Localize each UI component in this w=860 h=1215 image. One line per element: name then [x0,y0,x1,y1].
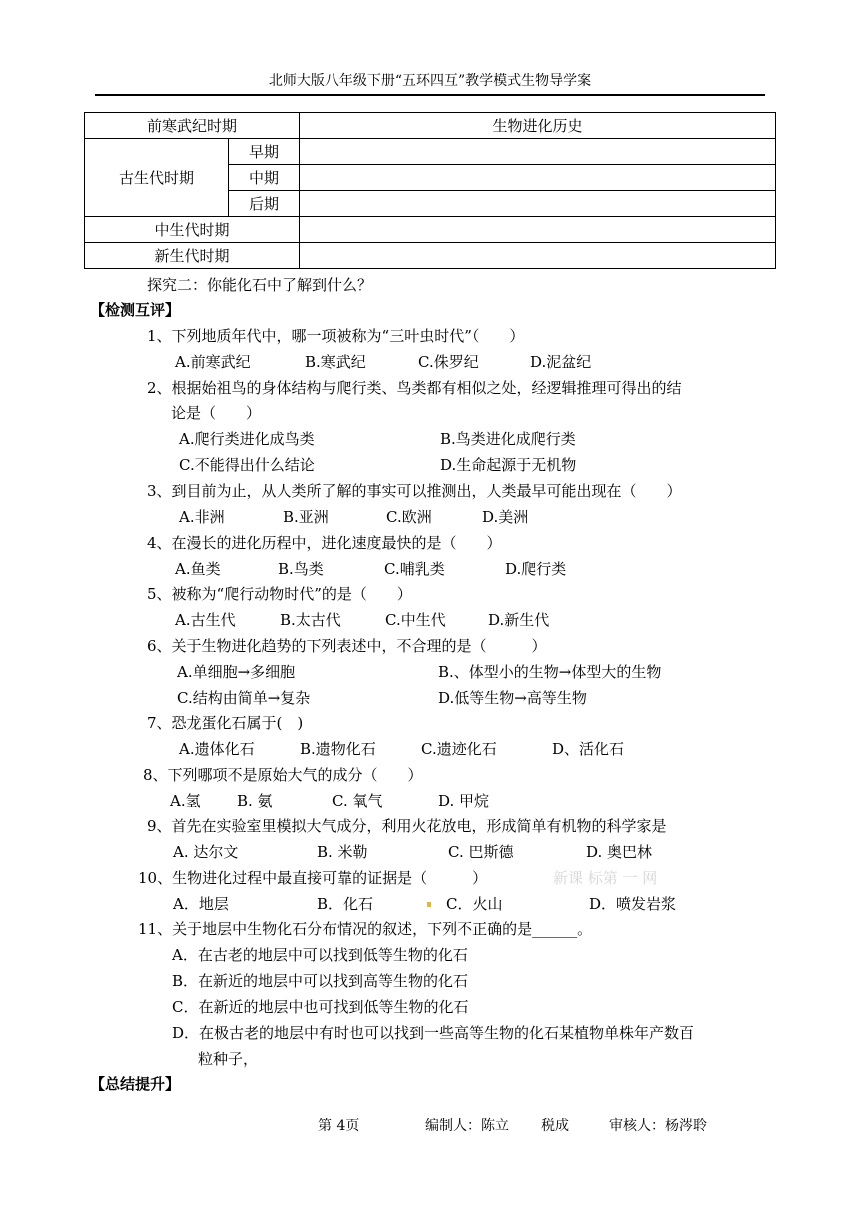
cell-precambrian: 前寒武纪时期 [85,113,300,139]
option: B.鸟类进化成爬行类 [440,430,576,448]
option: B. 氨 [237,792,273,810]
option: C.不能得出什么结论 [179,456,315,474]
option: C．在新近的地层中也可找到低等生物的化石 [172,998,469,1016]
cell-cenozoic: 新生代时期 [85,243,300,269]
geologic-period-table [84,112,776,269]
option: D.爬行类 [505,560,567,578]
cell-middle: 中期 [229,165,300,191]
question-6: 6、关于生物进化趋势的下列表述中，不合理的是（ ） [147,637,547,655]
option: D.低等生物→高等生物 [438,689,587,707]
option: A.遗体化石 [179,740,255,758]
option: D.生命起源于无机物 [440,456,577,474]
page-header: 北师大版八年级下册“五环四互”教学模式生物导学案 [95,70,765,96]
option: B．在新近的地层中可以找到高等生物的化石 [172,972,469,990]
cell-late: 后期 [229,191,300,217]
footer-page: 第 4页 [318,1118,360,1134]
footer-reviewer: 审核人：杨涔聆 [609,1118,707,1134]
option: B.、体型小的生物→体型大的生物 [438,663,662,681]
option: C. 巴斯德 [448,843,514,861]
cell-empty [300,139,776,165]
option: C.侏罗纪 [418,353,479,371]
watermark-dot [427,902,431,907]
section-summary-heading: 【总结提升】 [90,1075,181,1093]
option: A．在古老的地层中可以找到低等生物的化石 [172,946,468,964]
option: A.爬行类进化成鸟类 [179,430,315,448]
question-5: 5、被称为“爬行动物时代”的是（ ） [147,585,412,603]
cell-mesozoic: 中生代时期 [85,217,300,243]
question-11: 11、关于地层中生物化石分布情况的叙述，下列不正确的是______。 [138,920,593,938]
question-9: 9、首先在实验室里模拟大气成分，利用火花放电，形成简单有机物的科学家是 [147,817,667,835]
option: C.哺乳类 [384,560,445,578]
footer-editor: 编制人：陈立 [425,1118,509,1134]
question-3: 3、到目前为止，从人类所了解的事实可以推测出，人类最早可能出现在（ ） [147,482,682,500]
option: D. 奥巴林 [586,843,653,861]
option: A. 达尔文 [173,843,239,861]
option: B.遗物化石 [300,740,376,758]
option: D.泥盆纪 [530,353,592,371]
option: B.鸟类 [278,560,324,578]
option: B. 米勒 [317,843,368,861]
option: D．喷发岩浆 [589,895,677,913]
cell-paleozoic: 古生代时期 [85,139,229,217]
option: A.非洲 [179,508,225,526]
option: C. 氧气 [332,792,383,810]
question-1: 1、下列地质年代中，哪一项被称为“三叶虫时代”（ ） [147,327,525,345]
option: D.新生代 [488,611,550,629]
question-2-cont: 论是（ ） [171,404,262,422]
option: A．地层 [173,895,229,913]
section-test-heading: 【检测互评】 [90,301,181,319]
option: B.亚洲 [283,508,329,526]
cell-early: 早期 [229,139,300,165]
option: C.中生代 [385,611,446,629]
option: B．化石 [317,895,374,913]
question-8: 8、下列哪项不是原始大气的成分（ ） [143,766,423,784]
option: A.古生代 [175,611,236,629]
option: C.欧洲 [386,508,432,526]
option: D. 甲烷 [438,792,490,810]
option: A.鱼类 [175,560,221,578]
option-cont: 粒种子， [198,1050,259,1068]
question-2: 2、根据始祖鸟的身体结构与爬行类、鸟类都有相似之处，经逻辑推理可得出的结 [147,379,682,397]
watermark-text: 新课 标第 一 网 [553,869,658,887]
cell-empty [300,243,776,269]
cell-empty [300,165,776,191]
option: C.结构由简单→复杂 [177,689,311,707]
option: C．火山 [446,895,503,913]
option: D．在极古老的地层中有时也可以找到一些高等生物的化石某植物单株年产数百 [172,1024,695,1042]
option: B.寒武纪 [305,353,366,371]
explore-two: 探究二：你能化石中了解到什么？ [147,276,373,294]
cell-empty [300,191,776,217]
option: A.前寒武纪 [175,353,251,371]
option: A.单细胞→多细胞 [177,663,296,681]
option: D.美洲 [482,508,529,526]
option: B.太古代 [280,611,341,629]
cell-history-header: 生物进化历史 [300,113,776,139]
option: A.氢 [170,792,201,810]
cell-empty [300,217,776,243]
option: C.遗迹化石 [421,740,497,758]
question-10: 10、生物进化过程中最直接可靠的证据是（ ） [138,869,488,887]
footer-editor2: 税成 [541,1118,569,1134]
question-7: 7、恐龙蛋化石属于( ) [147,714,304,732]
option: D、活化石 [552,740,625,758]
question-4: 4、在漫长的进化历程中，进化速度最快的是（ ） [147,534,502,552]
